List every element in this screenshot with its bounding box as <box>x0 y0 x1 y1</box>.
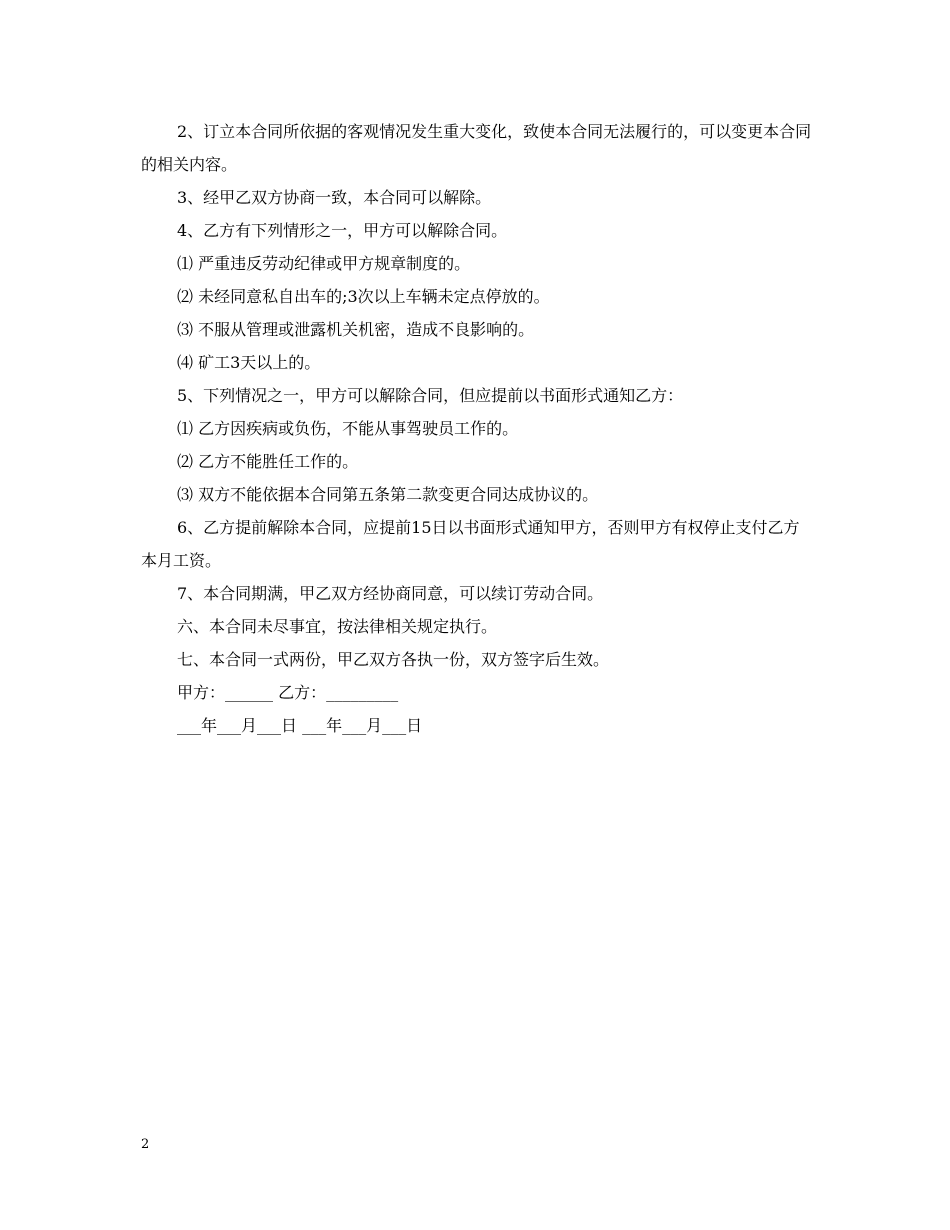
clause-5-item-1: ⑴ 乙方因疾病或负伤，不能从事驾驶员工作的。 <box>177 419 519 438</box>
clause-4-item-3: ⑶ 不服从管理或泄露机关机密，造成不良影响的。 <box>177 320 535 339</box>
clause-4-item-2: ⑵ 未经同意私自出车的;3次以上车辆未定点停放的。 <box>177 287 550 306</box>
clause-4-item-1: ⑴ 严重违反劳动纪律或甲方规章制度的。 <box>177 254 471 273</box>
clause-2: 2、订立本合同所依据的客观情况发生重大变化，致使本合同无法履行的，可以变更本合同的相关内容。 <box>141 122 812 174</box>
date-line: ___年___月___日 ___年___月___日 <box>177 716 423 735</box>
signature-line: 甲方：______ 乙方：_________ <box>177 683 399 702</box>
clause-5-item-2: ⑵ 乙方不能胜任工作的。 <box>177 452 359 471</box>
clause-4-item-4: ⑷ 矿工3天以上的。 <box>177 353 321 372</box>
page-number: 2 <box>141 1137 150 1152</box>
clause-7: 7、本合同期满，甲乙双方经协商同意，可以续订劳动合同。 <box>177 584 604 603</box>
clause-3: 3、经甲乙双方协商一致，本合同可以解除。 <box>177 188 492 207</box>
section-6: 六、本合同未尽事宜，按法律相关规定执行。 <box>177 617 498 636</box>
clause-5-item-3: ⑶ 双方不能依据本合同第五条第二款变更合同达成协议的。 <box>177 485 599 504</box>
document-body <box>141 115 813 742</box>
section-7: 七、本合同一式两份，甲乙双方各执一份，双方签字后生效。 <box>177 650 610 669</box>
clause-5: 5、下列情况之一，甲方可以解除合同，但应提前以书面形式通知乙方： <box>177 386 684 405</box>
clause-6: 6、乙方提前解除本合同，应提前15日以书面形式通知甲方，否则甲方有权停止支付乙方本月工资。 <box>141 518 800 570</box>
clause-4: 4、乙方有下列情形之一，甲方可以解除合同。 <box>177 221 508 240</box>
